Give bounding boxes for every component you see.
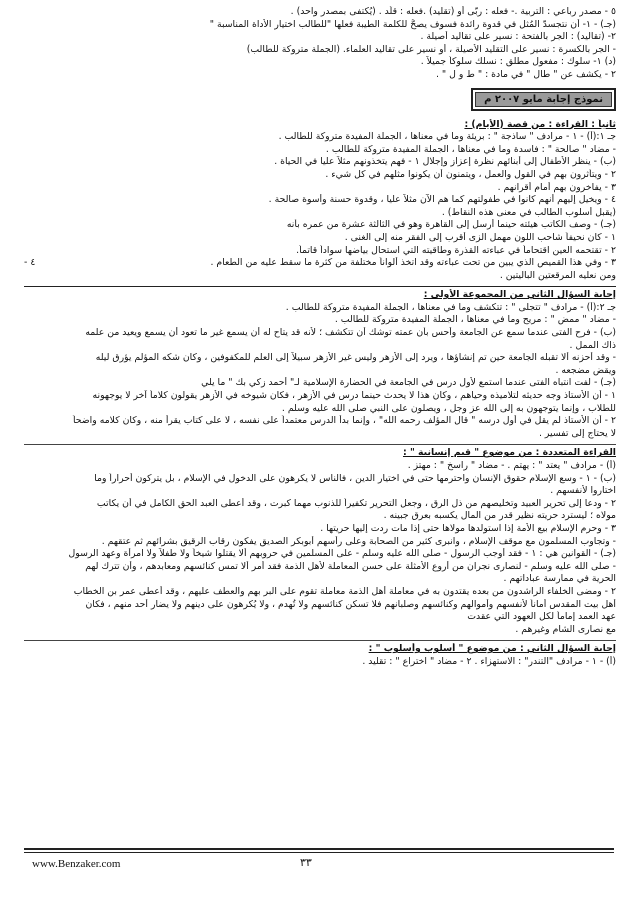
edge-number: ٤ - bbox=[24, 257, 36, 269]
group-one-answers-block bbox=[24, 302, 616, 441]
text-line: (ب) - فرح الفتى عندما سمع عن الجامعة وأحس بأن عمته توشك أن تتكشف ؛ لأنه قد يتاح له أن يسمع غير ما تعود أن يسمع ويعيد من علمه bbox=[85, 327, 616, 339]
section-title-group-one: إجابة السؤال الثاني من المجموعة الأولى : bbox=[423, 289, 616, 301]
text-line: (جـ) - القوانين هي : ١ - فقد أوجب الرسول - صلى الله عليه وسلم - على المسلمين في حروبهم ألا يقتلوا شيخاً ولا طفلاً ولا امرأة وعهد الرسول bbox=[68, 548, 616, 560]
document-page bbox=[24, 6, 616, 842]
text-line: مولاه ؛ ليسترد حريته نظير قدر من المال يكسبه بعرق جبينه . bbox=[383, 510, 616, 522]
model-answer-label: نموذج إجابة مايو ٢٠٠٧ م bbox=[475, 92, 612, 107]
model-answer-frame bbox=[471, 88, 616, 111]
text-line: ٢- (تقاليد) : الجر بالفتحة : نسير على تقاليد أصيلة . bbox=[420, 31, 616, 43]
multiple-reading-answers-block bbox=[24, 460, 616, 636]
section-title-question-two: إجابة السؤال الثاني : من موضوع " أسلوب وأسلوب " : bbox=[368, 643, 616, 655]
text-line: الحرية في ممارسة عباداتهم . bbox=[503, 573, 616, 585]
text-line: ٢ - أن الأستاذ لم يقل في أول درسه " قال المؤلف رحمه الله" ، وإنما بدأ الدرس معتمداً على نفسه ، لا على كتاب يقرأ منه ، وكان كلامه واضحاً bbox=[72, 415, 616, 427]
text-line: لا يحتاج إلى تفسير . bbox=[539, 427, 616, 439]
text-line: ١ - أن الأستاذ وجه حديثه لتلاميذه وحياهم ، وكان هذا لا يحدث حينما درس في الأزهر ، فكان شيوخه في الأزهر يقولون كلاماً آخر لا يوجهونه bbox=[92, 390, 616, 402]
section-title-reading: ثانياً : القراءة : من قصة (الأيام) : bbox=[464, 118, 616, 130]
text-line: ٤ - ويخيل إليهم أنهم كانوا في طفولتهم كما هم الآن مثلاً عليا ، وقدوة حسنة وأسوة صالحة . bbox=[268, 194, 616, 206]
reading-answers-block bbox=[24, 131, 616, 282]
text-line: عهد العمد إماماً لكل العهود التي عقدت bbox=[467, 611, 616, 623]
footer-divider bbox=[24, 848, 614, 850]
text-line: اختاروا لأنفسهم . bbox=[550, 485, 616, 497]
text-line: ٢ - يكشف عن " طال " في مادة : " ط و ل " . bbox=[436, 68, 616, 80]
top-answer-block bbox=[24, 6, 616, 82]
section-title-multiple-reading: القراءة المتعددة : من موضوع " قيم إنسانية " : bbox=[402, 447, 616, 459]
text-line: - الجر بالكسرة : نسير على التقليد الأصيلة ، أو نسير على تقاليد العلماء. (الجملة متروكة للطالب) bbox=[246, 43, 616, 55]
text-line: ذاك الممل . bbox=[569, 339, 616, 351]
text-line: ٥ - مصدر رباعي : التربية .- فعله : ربّى أو (تقليد) .فعله : قلّد . (يُكتفى بمصدر واحد) . bbox=[290, 6, 616, 17]
text-line: جـ ١:(أ) - ١ - مرادف " ساذجة " : بريئة وما في معناها ، الجملة المفيدة متروكة للطالب . bbox=[278, 131, 616, 143]
text-line: أهل بيت المقدس أماناً لأنفسهم وأموالهم وكنائسهم وصلبانهم فلا تسكن كنائسهم ولا تُهدم ، ولا يُكرهون على دينهم ولا يضار أحد منهم ، فكان bbox=[85, 598, 616, 610]
text-line: - مضاد " صالحة " : فاسدة وما في معناها ، الجملة المفيدة متروكة للطالب . bbox=[325, 143, 616, 155]
text-line: ومن نعليه المرقعتين الباليتين . bbox=[499, 269, 616, 281]
footer-divider-thin bbox=[24, 852, 614, 853]
text-line: - صلى الله عليه وسلم - لنصارى نجران من أروع الأمثلة على حسن المعاملة لأهل الذمة فقد أمر ألا تمس كنائسهم ومعابدهم ، وأن تترك لهم bbox=[85, 560, 616, 572]
section-divider bbox=[24, 640, 616, 641]
text-line: مع نصارى الشام وغيرهم . bbox=[515, 623, 616, 635]
text-line: ٢ - ويتأثرون بهم في القول والعمل ، ويتمنون أن يكونوا مثلهم في كل شيء . bbox=[325, 168, 616, 180]
text-segment: ٣ - وفي هذا القميص الذي يبين من تحت عباءته وقد اتخذ ألواناً مختلفة من كثرة ما سقط عليه من الطعام . bbox=[210, 257, 616, 269]
text-line: ٣ - وحرم الإسلام بيع الأمة إذا استولدها مولاها حتى إذا مات ردت إليها حريتها . bbox=[320, 522, 616, 534]
page-footer bbox=[0, 848, 638, 888]
text-line: (يقبل أسلوب الطالب في معنى هذه النقاط) . bbox=[441, 206, 616, 218]
text-line: (جـ) - ١- أن نتجسدّ المُثل في قدوة رائدة فسوف يصحُّ للكلمة الطيبة فعلها "للطالب اختيار الأداة المناسبة " bbox=[209, 18, 616, 30]
text-line: (جـ) - لفت انتباه الفتى عندما استمع لأول درس في الجامعة في الحضارة الإسلامية لـ" أحمد زكي بك " ما يلي bbox=[201, 377, 616, 389]
text-line: ٢ - تقتحمه العين اقتحاماً في عباءته القذرة وطاقيته التي استحال بياضها سواداً قاتماً. bbox=[296, 244, 616, 256]
text-line: (ب) - ينظر الأطفال إلى أبنائهم نظرة إعزاز وإجلال ١ - فهم يتخذونهم مثلاً عليا في الحياة . bbox=[274, 156, 616, 168]
page-number: ٣٣ bbox=[300, 856, 312, 869]
text-line: - وتجاوب المسلمون مع موقف الإسلام ، وانبرى كثير من الصحابة وعلى رأسهم أبوبكر الصديق يفكون رقاب الرقيق بشرائهم ثم عتقهم . bbox=[101, 535, 616, 547]
text-line: (ب) - ١ - وسع الإسلام حقوق الإنسان واحترمها حتى في اختيار الدين ، فالناس لا يكرهون على الدخول في الإسلام ، بل يتركون أحراراً وما bbox=[94, 472, 616, 484]
section-divider bbox=[24, 286, 616, 287]
text-line: - وقد أحزنه ألا تقبله الجامعة حين تم إنشاؤها ، ويرد إلى الأزهر وليس غير الأزهر سبيلاً إلى العلم للمكفوفين ، وكان شكه المؤلم يؤرق ليله bbox=[95, 352, 616, 364]
text-line: للطلاب ، وإنما يتوجهون به إلى الله عز وجل ، ويصلون على النبي صلى الله عليه وسلم . bbox=[281, 402, 616, 414]
text-line: ٣ - يفاخرون بهم أمام أقرانهم . bbox=[497, 181, 616, 193]
website-link[interactable]: www.Benzaker.com bbox=[32, 858, 121, 870]
text-line: (أ) - مرادف " يعتد " : يهتم . - مضاد " راسخ " : مهتز . bbox=[407, 460, 616, 471]
section-divider bbox=[24, 444, 616, 445]
text-line: ١ - كان نحيفاً شاحب اللون مهمل الزى أقرب إلى الفقر منه إلى الغنى . bbox=[344, 231, 616, 243]
text-line: ٢ - ودعا إلى تحرير العبيد وتخليصهم من ذل الرق ، وجعل التحرير تكفيراً للذنوب مهما كبرت ، وقد أعطى العبد الحق الكامل في أن يكاتب bbox=[96, 497, 616, 509]
text-line: جـ ٢:(أ) - مرادف " تتجلى " : تتكشف وما في معناها ، الجملة المفيدة متروكة للطالب . bbox=[285, 301, 616, 313]
text-line: ويقض مضجعه . bbox=[555, 364, 616, 376]
text-line: (أ) - ١ - مرادف "التندر" : الاستهزاء . ٢ - مضاد " اختراع " : تقليد . bbox=[362, 655, 616, 667]
model-answer-header bbox=[24, 88, 616, 111]
text-line: (د) ١- سلوك : مفعول مطلق : نسلك سلوكاً جميلاً . bbox=[420, 56, 616, 68]
text-line-with-number bbox=[24, 257, 616, 270]
text-line: ٢ - ومضى الخلفاء الراشدون من بعده يقتدون به في معاملة أهل الذمة معاملة تقوم على البر بهم والعطف عليهم ، وقد أعطى عمر بن الخطاب bbox=[73, 585, 616, 597]
text-line: (جـ) - وصف الكاتب هيئته حينما أرسل إلى القاهرة وهو في الثالثة عشرة من عمره بأنه bbox=[286, 219, 616, 231]
text-line: - مضاد " ممض " : مريح وما في معناها ، الجملة المفيدة متروكة للطالب . bbox=[334, 314, 616, 326]
